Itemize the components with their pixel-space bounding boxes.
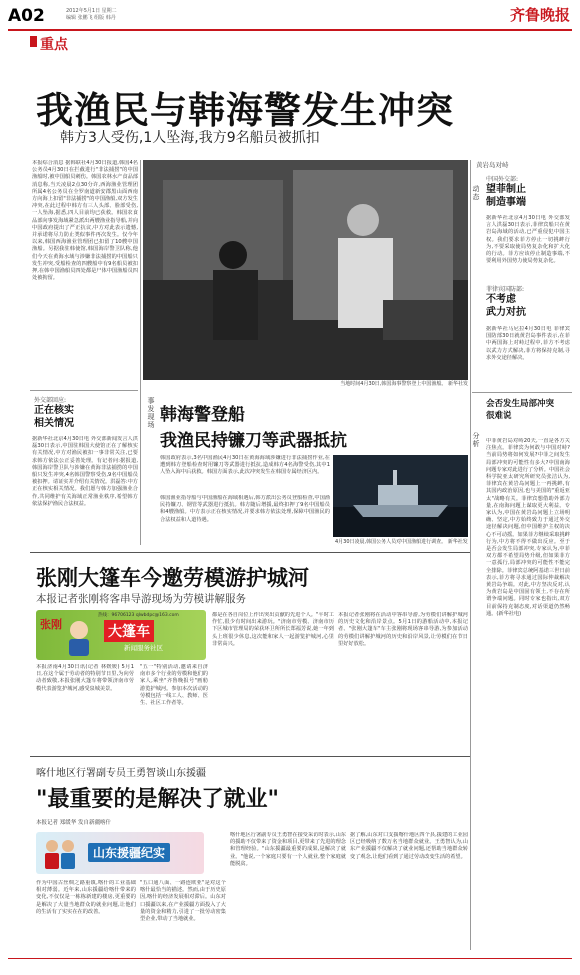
article2-byline-text: 本报济南4月30日讯(记者 林媛媛) 5月1日,在这个属于劳动者的特别节日里,为向劳动者致敬,本报张刚大篷车将带领济南市劳模代表游览护城河,感受泉城美景。 [36,664,134,692]
main-photo [143,160,468,380]
subarticle-title-line1: 韩海警登船 [160,405,245,425]
sidebar-right-block1-pre: 中国外交部: [486,176,519,183]
main-subheadline: 韩方3人受伤,1人坠海,我方9名船员被抓扣 [60,130,320,146]
banner-title: 大篷车 [104,620,154,642]
analysis-text: 中菲黄岩岛对峙20天,一直是各方关注焦点。菲律宾为何敢与中国对峙?当前局势将如何发展?中菲之间发生局部冲突的可能性有多大?中国南海问题专家对此进行了分析。中国社会科学院亚太研究所研究员张洁认为,菲律宾在黄岩岛问题上一再挑衅,有其国内政治原因,也与美国的"重返亚太"战略有关。菲律宾想借助外部力量,在南海问题上谋取更大利益。专家认为,中国在黄岩岛问题上立场明确、坚定,中方始终致力于通过外交途径解决问题,但中国维护主权的决心不可动摇。如果菲方继续采取挑衅行为,中方将不得不做出反应。至于是否会发生局部冲突,专家认为,中菲双方都不希望局势升级,但如果菲方一意孤行,局部冲突的可能性不能完全排除。菲律宾总统阿基诺三世日前表示,菲方将寻求通过国际仲裁解决黄岩岛争端。对此,中方坚决反对,认为黄岩岛是中国固有领土,不存在所谓争端问题。同时专家也指出,双方目前保持克制态度,对话渠道仍然畅通。(新华社电) [486,438,570,617]
main-photo-caption: 当地时间4月30日,韩国海事警察登上中国渔船。 新华社发 [340,381,468,387]
sidebar-right-vertical-label: 动态 [472,185,480,201]
article2-title: 张刚大篷车今邀劳模游护城河 [36,566,309,590]
article3-text3: 喀什地区行署副专员王勇智在接受采访时表示,山东的援助不仅带来了资金和项目,更带来了先进的理念和管理经验。"山东援疆最重要的成果,是解决了就业。"他说,一个家庭只要有一个人就业,整个家庭就能脱贫。 [230,832,346,867]
column-divider-left [140,160,141,545]
article3-banner [36,832,204,874]
sidebar-right-block2-heading: 不考虑 武力对抗 [486,294,526,318]
article2-subtitle: 本报记者张刚将客串导游现场为劳模讲解服务 [36,593,246,605]
article2-banner [36,610,206,660]
article3-title: "最重要的是解决了就业" [36,787,279,812]
sidebar-left-heading: 正在核实 相关情况 [34,405,74,429]
main-photo-illustration [143,160,468,380]
section-label: 重点 [40,37,68,53]
issue-date: 2012年5月1日 星期二 [66,8,117,14]
article3-pretitle: 喀什地区行署副专员王勇智谈山东援疆 [36,768,206,779]
article2-text3: 本报记者张刚将在活动中客串导游,为劳模们讲解护城河的历史文化和沿岸景点。5月1日的游船活动中,本报记者、"张刚大篷车"车主张刚将现场客串导游,为参加活动的劳模们讲解护城河的历史和沿岸风景,让劳模们在节日里好好放松。 [338,612,468,647]
main-headline: 我渔民与韩海警发生冲突 [36,89,454,132]
issue-meta [66,8,117,21]
analysis-heading: 会否发生局部冲突 很难说 [486,399,555,421]
subarticle-text2: 韩国渔业指导船与中国渔船在海域相遇后,韩方派出公务员登船检查,中国渔民持镰刀、钢管等武器进行抵抗。韩方随后增援,最终扣押了9名中国船员和4艘渔船。中方表示正在核实情况,并要求韩方依法处理,保障中国渔民的合法权益和人道待遇。 [160,495,330,523]
article3-byline: 本报记者 郑缓华 发自新疆喀什 [36,820,111,826]
page-number: A02 [8,6,45,26]
article3-text2: "五口通八面、一路连欧亚"是对这个喀什最恰当的描述。然而,由于历史原因,喀什的经济发展相对滞后。山东对口援疆以来,在产业援疆方面投入了大量的资金和精力,引进了一批劳动密集型企业,带动了当地就业。 [140,880,226,923]
subarticle-text1: 韩国政府表示,3名中国渔民4月30日在黄海海域涉嫌进行非法捕捞作业,在遭到韩方登船检查时用镰刀等武器进行抵抗,造成韩方4名海警受伤,其中1人坠入海中后获救。韩国方面表示,此次冲突发生在韩国专属经济区内。 [160,455,330,476]
article3-text1: 作为中国古丝绸之路重镇,喀什的工业基础相对薄弱。近年来,山东援疆给喀什带来的变化,不仅仅是一栋栋新建的楼房,更重要的是解决了大量当地群众的就业问题,让他们的生活有了实实在在的改善。 [36,880,136,915]
reporter-avatar-icon [64,618,94,656]
subarticle-photo-caption: 4月30日凌晨,韩国公务人员对中国渔船进行调查。 新华社发 [335,539,468,545]
article3-divider [30,756,470,757]
sidebar-right-block2-text: 据新华社马尼拉4月30日电 菲律宾国防部30日就黄岩岛事件表示,在菲中两国海上对峙过程中,菲方不考虑以武力方式解决,菲方将保持克制,寻求外交途径解决。 [486,326,570,361]
article3-banner-title: 山东援疆纪实 [88,843,170,862]
article2-text2: 都是在各自岗位上作出突出贡献的先进个人。"平时工作忙,很少有时间出来游玩。"济南市劳模、济南市历下区城市管理局的荣获环卫所所长郑福芳说,她一年到头上班很少休息,这次能和家人一起游览护城河,心里非常高兴。 [212,612,334,647]
subarticle-vertical-label: 事发现场 [147,397,155,429]
banner-subtitle: 新闻服务社区 [124,644,163,652]
column-divider-right [470,160,471,950]
banner-hotline: 热线：96706123 qlwbdpc@163.com [98,613,179,618]
newspaper-logo: 齐鲁晚报 [509,6,570,24]
sidebar-left-divider [30,390,138,391]
article3-text4: 据了解,山东对口支援喀什地区四个县,援建的工业园区已经吸纳了数万名当地群众就业。王勇智认为,山东产业援疆不仅解决了就业问题,还帮助当地群众转变了观念,让他们看到了通过劳动改变生活的希望。 [350,832,468,860]
sidebar-right-block2-pre: 菲律宾国防部: [486,286,525,293]
subarticle-title-line2: 我渔民持镰刀等武器抵抗 [160,431,347,451]
sidebar-left-text: 据新华社北京4月30日电 外交部新闻发言人洪磊30日表示,中国驻韩国大使馆正在了解核实有关情况,中方对渔民被扣一事非常关注,已要求韩方依法公正妥善处理。有记者问:据报道,韩国海岸警卫队与涉嫌在黄海非法捕捞的中国船只发生冲突,4名韩国警察受伤,9名中国船员被扣押。请证实并介绍有关情况。洪磊答:中方正在核实相关情况。我们愿与韩方加强渔业合作,共同维护有关海域正常渔业秩序,希望韩方依法保护渔民合法权益。 [32,436,138,507]
subarticle-photo [333,455,468,537]
subarticle-photo-illustration [333,455,468,537]
footer-divider [8,958,572,959]
article2-text1: "五一"特别活动,邀请来自济南市多个行业的劳模和他们的家人,乘坐"齐鲁晚报号"画舫游览护城河。参加本次活动的劳模包括一线工人、教师、医生、社区工作者等。 [140,664,208,707]
analysis-vertical-label: 分析 [472,432,480,448]
sidebar-right-block1-heading: 望菲制止 制造事端 [486,184,526,208]
sidebar-right-block1-text: 据新华社北京4月30日电 外交部发言人洪磊30日表示,菲律宾船只在黄岩岛海域的活动,已严重侵犯中国主权。我们要求菲方停止一切挑衅行为,不要采取使局势复杂化和扩大化的行动。菲方应该停止制造事端,不要利用外国势力使局势复杂化。 [486,215,570,265]
sidebar-left-pre: 外交部回应: [34,397,67,404]
article2-divider [30,552,470,553]
people-icon [40,836,80,870]
header-divider [8,29,572,31]
lead-article-text: 本报综合消息 据韩联社4月30日报道,韩国4名公务员4月30日在拦截进行"非法捕捞"的中国渔船时,被中国船员刺伤。韩国农林水产食品部消息称,当天凌晨2点30分许,西海渔业管理团所属4名公务员在全罗南道新安郡黑山面西南方向海上扣留"非法捕捞"的中国渔船,双方发生冲突,在此过程中韩方有三人头部、脸部受伤,一人坠海,据悉,四人目前均已获救。韩国农食品部向事发海域紧急派出两艘渔业指导船,并向中国政府提出了严正抗议,中方对此表示遗憾,并承诺将尽力防止类似事件再次发生。仅今年以来,韩国西海渔业管理团已扣留了10艘中国渔船。另据我驻韩使馆,韩国海岸警卫队称,他们今天在黄海水域与涉嫌非法捕捞的中国船只发生冲突,受船检查的四艘船中有9名船员被扣押,在韩中国渔船员四处都是尸体中国渔船员四处被拘留。 [32,160,138,282]
section-marker [30,36,37,47]
sidebar-right-divider [472,392,572,393]
sidebar-right-tag: 黄岩岛对峙 [476,161,509,169]
banner-name: 张刚 [40,618,62,631]
issue-editors: 编辑 张鹏飞 组版 韩丹 [66,14,116,21]
